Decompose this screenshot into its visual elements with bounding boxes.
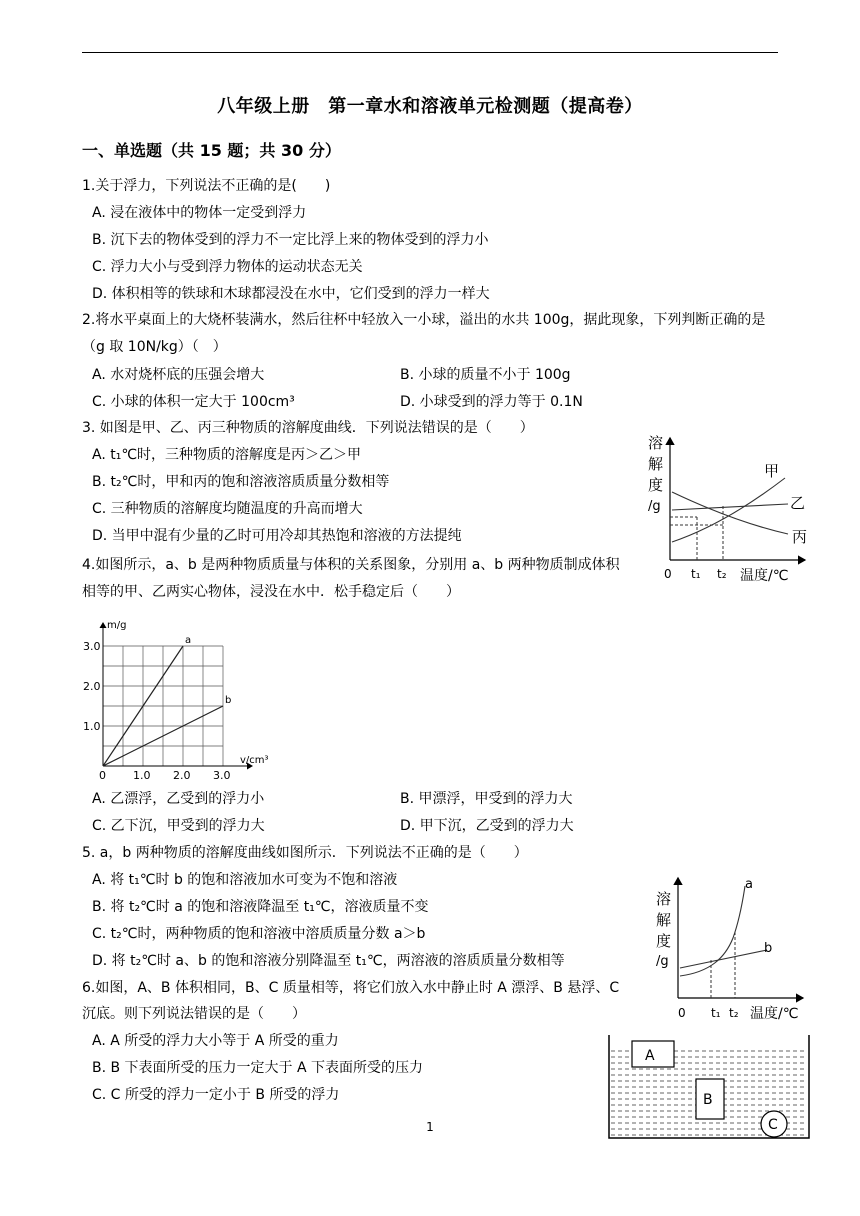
q3-ylabel-2: 解 bbox=[648, 455, 664, 473]
q3-origin-label: 0 bbox=[664, 567, 672, 581]
question-1-option-b: B. 沉下去的物体受到的浮力不一定比浮上来的物体受到的浮力小 bbox=[92, 232, 489, 248]
q5-label-a: a bbox=[745, 877, 753, 892]
q5-xlabel: 温度/℃ bbox=[750, 1006, 799, 1022]
q4-mass-volume-chart bbox=[80, 615, 270, 780]
q4-x-tick-label: 2.0 bbox=[173, 769, 191, 780]
q4-x-tick-label: 1.0 bbox=[133, 769, 151, 780]
q4-series-label-b: b bbox=[225, 695, 232, 706]
q6-label-b: B bbox=[703, 1092, 713, 1108]
question-6-stem-line1: 6.如图，A、B 体积相同，B、C 质量相等，将它们放入水中静止时 A 漂浮、B 悬浮、C bbox=[82, 980, 620, 996]
question-6-stem-line2: 沉底。则下列说法错误的是（ ） bbox=[82, 1006, 306, 1022]
q5-solubility-figure bbox=[625, 872, 810, 1024]
question-2-option-d: D. 小球受到的浮力等于 0.1N bbox=[400, 394, 583, 410]
q3-curve-jia bbox=[672, 478, 785, 542]
q3-t1-label: t₁ bbox=[691, 567, 701, 581]
page-number: 1 bbox=[426, 1120, 434, 1134]
question-3-option-d: D. 当甲中混有少量的乙时可用冷却其热饱和溶液的方法提纯 bbox=[92, 528, 462, 544]
q4-x-tick-label: 0 bbox=[99, 769, 106, 780]
question-2-stem: 2.将水平桌面上的大烧杯装满水，然后往杯中轻放入一小球，溢出的水共 100g，据此现象，下列判断正确的是（g 取 10N/kg）（ ） bbox=[82, 312, 766, 355]
question-2-option-c: C. 小球的体积一定大于 100cm³ bbox=[92, 394, 295, 410]
question-4-option-c: C. 乙下沉，甲受到的浮力大 bbox=[92, 818, 265, 834]
q4-y-tick-label: 2.0 bbox=[83, 680, 101, 693]
q3-curve-yi bbox=[672, 504, 788, 510]
q5-ylabel-3: 度 bbox=[656, 932, 672, 950]
question-4-option-a: A. 乙漂浮，乙受到的浮力小 bbox=[92, 791, 265, 807]
question-4-option-b: B. 甲漂浮，甲受到的浮力大 bbox=[400, 791, 573, 807]
question-2-option-b: B. 小球的质量不小于 100g bbox=[400, 367, 571, 383]
q3-ylabel-3: 度 bbox=[648, 476, 664, 494]
q3-solubility-figure bbox=[640, 432, 820, 587]
q5-curve-b bbox=[680, 950, 767, 968]
question-3-option-b: B. t₂℃时，甲和丙的饱和溶液溶质质量分数相等 bbox=[92, 474, 390, 490]
q5-ylabel-2: 解 bbox=[656, 911, 672, 929]
q3-curve-bing bbox=[672, 492, 788, 534]
question-1-option-a: A. 浸在液体中的物体一定受到浮力 bbox=[92, 205, 307, 221]
q4-y-tick-label: 3.0 bbox=[83, 640, 101, 653]
q3-label-bing: 丙 bbox=[792, 528, 808, 546]
q3-ylabel-1: 溶 bbox=[648, 434, 664, 452]
question-5-stem: 5. a，b 两种物质的溶解度曲线如图所示．下列说法不正确的是（ ） bbox=[82, 845, 528, 861]
question-3-option-a: A. t₁℃时，三种物质的溶解度是丙＞乙＞甲 bbox=[92, 447, 362, 463]
q6-label-a: A bbox=[645, 1048, 655, 1064]
section-heading: 一、单选题（共 15 题；共 30 分） bbox=[82, 141, 341, 160]
q3-label-jia: 甲 bbox=[764, 462, 780, 480]
q4-series-label-a: a bbox=[185, 635, 192, 646]
header-rule bbox=[82, 52, 778, 53]
q5-t2-label: t₂ bbox=[729, 1006, 739, 1020]
q6-label-c: C bbox=[768, 1117, 778, 1133]
q3-t2-label: t₂ bbox=[717, 567, 727, 581]
question-6-option-c: C. C 所受的浮力一定小于 B 所受的浮力 bbox=[92, 1087, 340, 1103]
q5-ylabel-1: 溶 bbox=[656, 890, 672, 908]
q4-x-tick-label: 3.0 bbox=[213, 769, 231, 780]
q5-ylabel-4: /g bbox=[656, 954, 669, 969]
question-5-option-d: D. 将 t₂℃时 a、b 的饱和溶液分别降温至 t₁℃，两溶液的溶质质量分数相等 bbox=[92, 953, 565, 969]
page-title: 八年级上册 第一章水和溶液单元检测题（提高卷） bbox=[217, 96, 643, 117]
q4-ylabel: m/g bbox=[107, 620, 127, 631]
q4-xlabel: v/cm³ bbox=[240, 755, 269, 766]
question-5-option-c: C. t₂℃时，两种物质的饱和溶液中溶质质量分数 a＞b bbox=[92, 926, 426, 942]
q3-ylabel-4: /g bbox=[648, 499, 661, 514]
question-1-stem: 1.关于浮力，下列说法不正确的是( ) bbox=[82, 178, 331, 194]
question-4-stem-line1: 4.如图所示，a、b 是两种物质质量与体积的关系图象，分别用 a、b 两种物质制成体积 bbox=[82, 557, 620, 573]
question-1-option-d: D. 体积相等的铁球和木球都浸没在水中，它们受到的浮力一样大 bbox=[92, 286, 490, 302]
question-5-option-a: A. 将 t₁℃时 b 的饱和溶液加水可变为不饱和溶液 bbox=[92, 872, 398, 888]
question-5-option-b: B. 将 t₂℃时 a 的饱和溶液降温至 t₁℃，溶液质量不变 bbox=[92, 899, 429, 915]
q5-t1-label: t₁ bbox=[711, 1006, 721, 1020]
question-6-option-b: B. B 下表面所受的压力一定大于 A 下表面所受的压力 bbox=[92, 1060, 424, 1076]
question-3-stem: 3. 如图是甲、乙、丙三种物质的溶解度曲线．下列说法错误的是（ ） bbox=[82, 420, 534, 436]
question-6-option-a: A. A 所受的浮力大小等于 A 所受的重力 bbox=[92, 1033, 339, 1049]
q4-y-tick-label: 1.0 bbox=[83, 720, 101, 733]
q3-label-yi: 乙 bbox=[790, 494, 806, 512]
q5-label-b: b bbox=[764, 941, 773, 956]
question-2-option-a: A. 水对烧杯底的压强会增大 bbox=[92, 367, 265, 383]
question-4-stem-line2: 相等的甲、乙两实心物体，浸没在水中．松手稳定后（ ） bbox=[82, 584, 460, 600]
q5-origin-label: 0 bbox=[678, 1006, 686, 1020]
question-1-option-c: C. 浮力大小与受到浮力物体的运动状态无关 bbox=[92, 259, 363, 275]
question-3-option-c: C. 三种物质的溶解度均随温度的升高而增大 bbox=[92, 501, 363, 517]
q3-xlabel: 温度/℃ bbox=[740, 568, 789, 584]
question-4-option-d: D. 甲下沉，乙受到的浮力大 bbox=[400, 818, 574, 834]
